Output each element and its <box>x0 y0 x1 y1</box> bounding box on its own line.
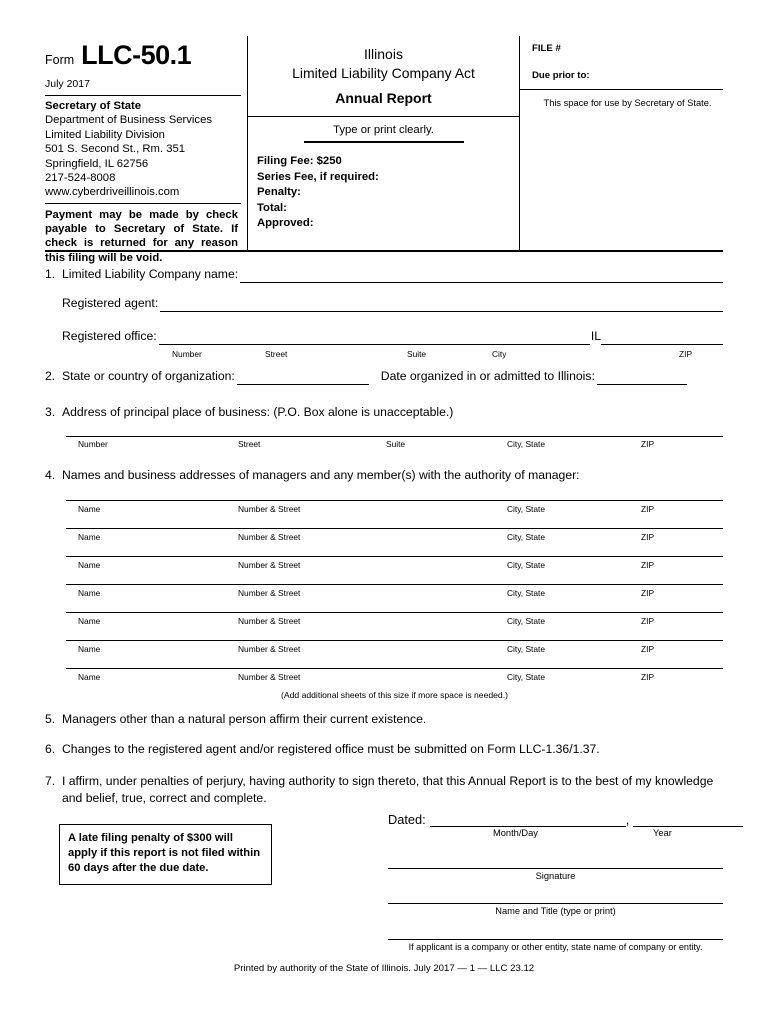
table-row[interactable] <box>66 556 723 584</box>
registered-agent-field <box>45 295 723 312</box>
payment-note: Payment may be made by check payable to Secretary of State. If check is returned for any reason this filing will be void. <box>45 208 238 264</box>
agency-phone: 217-524-8008 <box>45 172 116 185</box>
manager-column-caption: City, State <box>507 644 546 654</box>
late-penalty-box: A late filing penalty of $300 will apply if this report is not filed within 60 days after the due date. <box>59 824 272 885</box>
date-organized-input[interactable] <box>597 371 687 385</box>
due-prior-to-label: Due prior to: <box>532 70 590 81</box>
year-caption: Year <box>653 828 672 838</box>
manager-column-caption: Name <box>78 672 101 682</box>
manager-column-caption: ZIP <box>641 560 655 570</box>
entity-name-caption: If applicant is a company or other entity, state name of company or entity. <box>408 942 703 952</box>
item-5 <box>45 711 723 728</box>
dated-comma: , <box>625 812 630 827</box>
form-code: LLC-50.1 <box>81 40 192 70</box>
manager-column-caption: City, State <box>507 504 546 514</box>
manager-column-caption: Number & Street <box>238 560 301 570</box>
item-2-number: 2. <box>45 369 56 383</box>
item-3-number: 3. <box>45 405 56 419</box>
month-day-caption: Month/Day <box>493 828 538 838</box>
state-of-organization-label: State or country of organization: <box>62 369 235 383</box>
manager-column-caption: ZIP <box>641 672 655 682</box>
document-type: Annual Report <box>335 90 432 106</box>
item-4-number: 4. <box>45 468 56 482</box>
registered-office-captions <box>62 346 723 358</box>
table-row[interactable] <box>66 612 723 640</box>
registered-office-label: Registered office: <box>62 329 157 343</box>
manager-column-caption: Number & Street <box>238 672 301 682</box>
caption-number: Number <box>172 349 202 359</box>
caption-city: City <box>492 349 507 359</box>
fee-filing: Filing Fee: $250 <box>257 155 342 167</box>
manager-column-caption: City, State <box>507 672 546 682</box>
state-name: Illinois <box>364 46 403 62</box>
registered-agent-input[interactable] <box>160 298 723 312</box>
dated-label: Dated: <box>388 812 426 827</box>
item-3 <box>45 404 723 421</box>
manager-column-caption: ZIP <box>641 616 655 626</box>
date-organized-label: Date organized in or admitted to Illinois: <box>380 369 595 383</box>
dated-month-day-input[interactable] <box>430 813 626 827</box>
state-of-organization-row <box>62 368 723 385</box>
manager-column-caption: Name <box>78 560 101 570</box>
form-identifier <box>45 42 241 69</box>
agency-address-block <box>45 96 241 200</box>
registered-agent-body <box>45 295 723 312</box>
caption-suite: Suite <box>386 439 406 449</box>
manager-row-input[interactable] <box>66 556 723 557</box>
header-center-column <box>248 36 520 250</box>
agency-website: www.cyberdriveillinois.com <box>45 186 180 199</box>
name-title-field-group <box>388 903 723 916</box>
caption-street: Street <box>238 439 261 449</box>
header-office-use-column <box>520 36 723 250</box>
item-6 <box>45 741 723 758</box>
fee-summary <box>248 143 519 232</box>
manager-column-caption: Name <box>78 504 101 514</box>
item-7-number: 7. <box>45 774 56 788</box>
manager-column-caption: ZIP <box>641 504 655 514</box>
manager-column-caption: Name <box>78 644 101 654</box>
manager-column-caption: ZIP <box>641 644 655 654</box>
company-name-input[interactable] <box>240 269 723 283</box>
manager-column-caption: Number & Street <box>238 532 301 542</box>
manager-column-caption: Number & Street <box>238 588 301 598</box>
managers-label: Names and business addresses of managers and any member(s) with the authority of manager: <box>62 468 580 482</box>
caption-city-state: City, State <box>507 439 546 449</box>
principal-address-fields <box>66 436 723 451</box>
manager-row-input[interactable] <box>66 668 723 669</box>
caption-zip: ZIP <box>641 439 655 449</box>
manager-column-caption: Number & Street <box>238 504 301 514</box>
principal-address-captions <box>66 439 723 451</box>
manager-row-input[interactable] <box>66 584 723 585</box>
item-5-number: 5. <box>45 712 56 726</box>
form-header <box>45 36 723 264</box>
principal-address-input[interactable] <box>66 436 723 437</box>
item-3-body <box>45 404 723 421</box>
agency-division: Limited Liability Division <box>45 128 165 141</box>
dated-captions <box>388 828 723 840</box>
name-title-caption: Name and Title (type or print) <box>495 906 616 916</box>
manager-column-caption: City, State <box>507 532 546 542</box>
table-row[interactable] <box>66 640 723 668</box>
signature-field-group <box>388 868 723 881</box>
state-of-organization-input[interactable] <box>237 371 369 385</box>
registered-agent-label: Registered agent: <box>62 296 159 310</box>
item-1-body <box>45 266 723 283</box>
additional-sheets-note: (Add additional sheets of this size if more space is needed.) <box>281 690 508 700</box>
form-revision-date: July 2017 <box>45 78 90 90</box>
registered-office-field <box>45 328 723 358</box>
agency-city-state-zip: Springfield, IL 62756 <box>45 157 149 170</box>
table-row[interactable] <box>66 584 723 612</box>
item-7 <box>45 773 723 807</box>
entity-name-field-group <box>388 939 723 952</box>
signature-caption: Signature <box>535 871 576 881</box>
registered-office-zip-input[interactable] <box>601 331 723 345</box>
registered-office-body <box>45 328 723 358</box>
fee-approved[interactable]: Approved: <box>257 217 314 229</box>
item-7-body: I affirm, under penalties of perjury, having authority to sign thereto, that this Annual Report is to the best of my knowledge and belief, true, correct and complete. <box>62 774 714 805</box>
registered-office-address-input[interactable] <box>159 331 590 345</box>
item-6-body: Changes to the registered agent and/or registered office must be submitted on Form LLC-1.36/1.37. <box>62 742 600 756</box>
dated-row <box>388 812 723 827</box>
manager-column-caption: ZIP <box>641 588 655 598</box>
manager-row-input[interactable] <box>66 500 723 501</box>
manager-column-caption: Number & Street <box>238 644 301 654</box>
company-name-label: Limited Liability Company name: <box>62 267 239 281</box>
header-left-column <box>45 36 248 264</box>
company-name-row <box>62 266 723 283</box>
manager-column-caption: City, State <box>507 560 546 570</box>
item-4 <box>45 467 723 484</box>
manager-column-caption: Name <box>78 616 101 626</box>
footer-authority-note: Printed by authority of the State of Illinois. July 2017 — 1 — LLC 23.12 <box>233 963 535 974</box>
table-row[interactable] <box>66 528 723 556</box>
form-word-label: Form <box>45 53 75 67</box>
caption-number: Number <box>78 439 108 449</box>
managers-table <box>66 500 723 696</box>
caption-street: Street <box>265 349 288 359</box>
file-number-label: FILE # <box>532 43 561 54</box>
type-or-print-instruction: Type or print clearly. <box>333 124 434 136</box>
agency-name: Secretary of State <box>45 100 142 112</box>
agency-street: 501 S. Second St., Rm. 351 <box>45 143 186 156</box>
dated-year-input[interactable] <box>633 813 743 827</box>
manager-row-input[interactable] <box>66 640 723 641</box>
manager-column-caption: City, State <box>507 616 546 626</box>
registered-office-row <box>62 328 723 345</box>
table-row[interactable] <box>66 500 723 528</box>
fee-series[interactable]: Series Fee, if required: <box>257 170 379 183</box>
manager-column-caption: Number & Street <box>238 616 301 626</box>
item-1 <box>45 266 723 283</box>
sos-use-space-note: This space for use by Secretary of State. <box>543 98 712 108</box>
item-5-body: Managers other than a natural person affirm their current existence. <box>62 712 427 726</box>
fee-penalty[interactable]: Penalty: <box>257 186 301 198</box>
manager-column-caption: Name <box>78 588 101 598</box>
item-4-body <box>45 467 723 484</box>
dated-field-group <box>388 812 723 840</box>
item-2 <box>45 368 723 385</box>
caption-suite: Suite <box>407 349 427 359</box>
item-1-number: 1. <box>45 267 56 281</box>
item-2-body <box>45 368 723 385</box>
manager-row-input[interactable] <box>66 612 723 613</box>
act-name: Limited Liability Company Act <box>292 65 475 81</box>
manager-column-caption: City, State <box>507 588 546 598</box>
manager-row-input[interactable] <box>66 528 723 529</box>
item-6-number: 6. <box>45 742 56 756</box>
manager-column-caption: Name <box>78 532 101 542</box>
caption-zip: ZIP <box>679 349 693 359</box>
fee-total[interactable]: Total: <box>257 201 287 214</box>
registered-agent-row <box>62 295 723 312</box>
principal-place-label: Address of principal place of business: (P.O. Box alone is unacceptable.) <box>62 405 454 419</box>
registered-office-state: IL <box>590 329 601 343</box>
manager-column-caption: ZIP <box>641 532 655 542</box>
agency-department: Department of Business Services <box>45 114 213 127</box>
